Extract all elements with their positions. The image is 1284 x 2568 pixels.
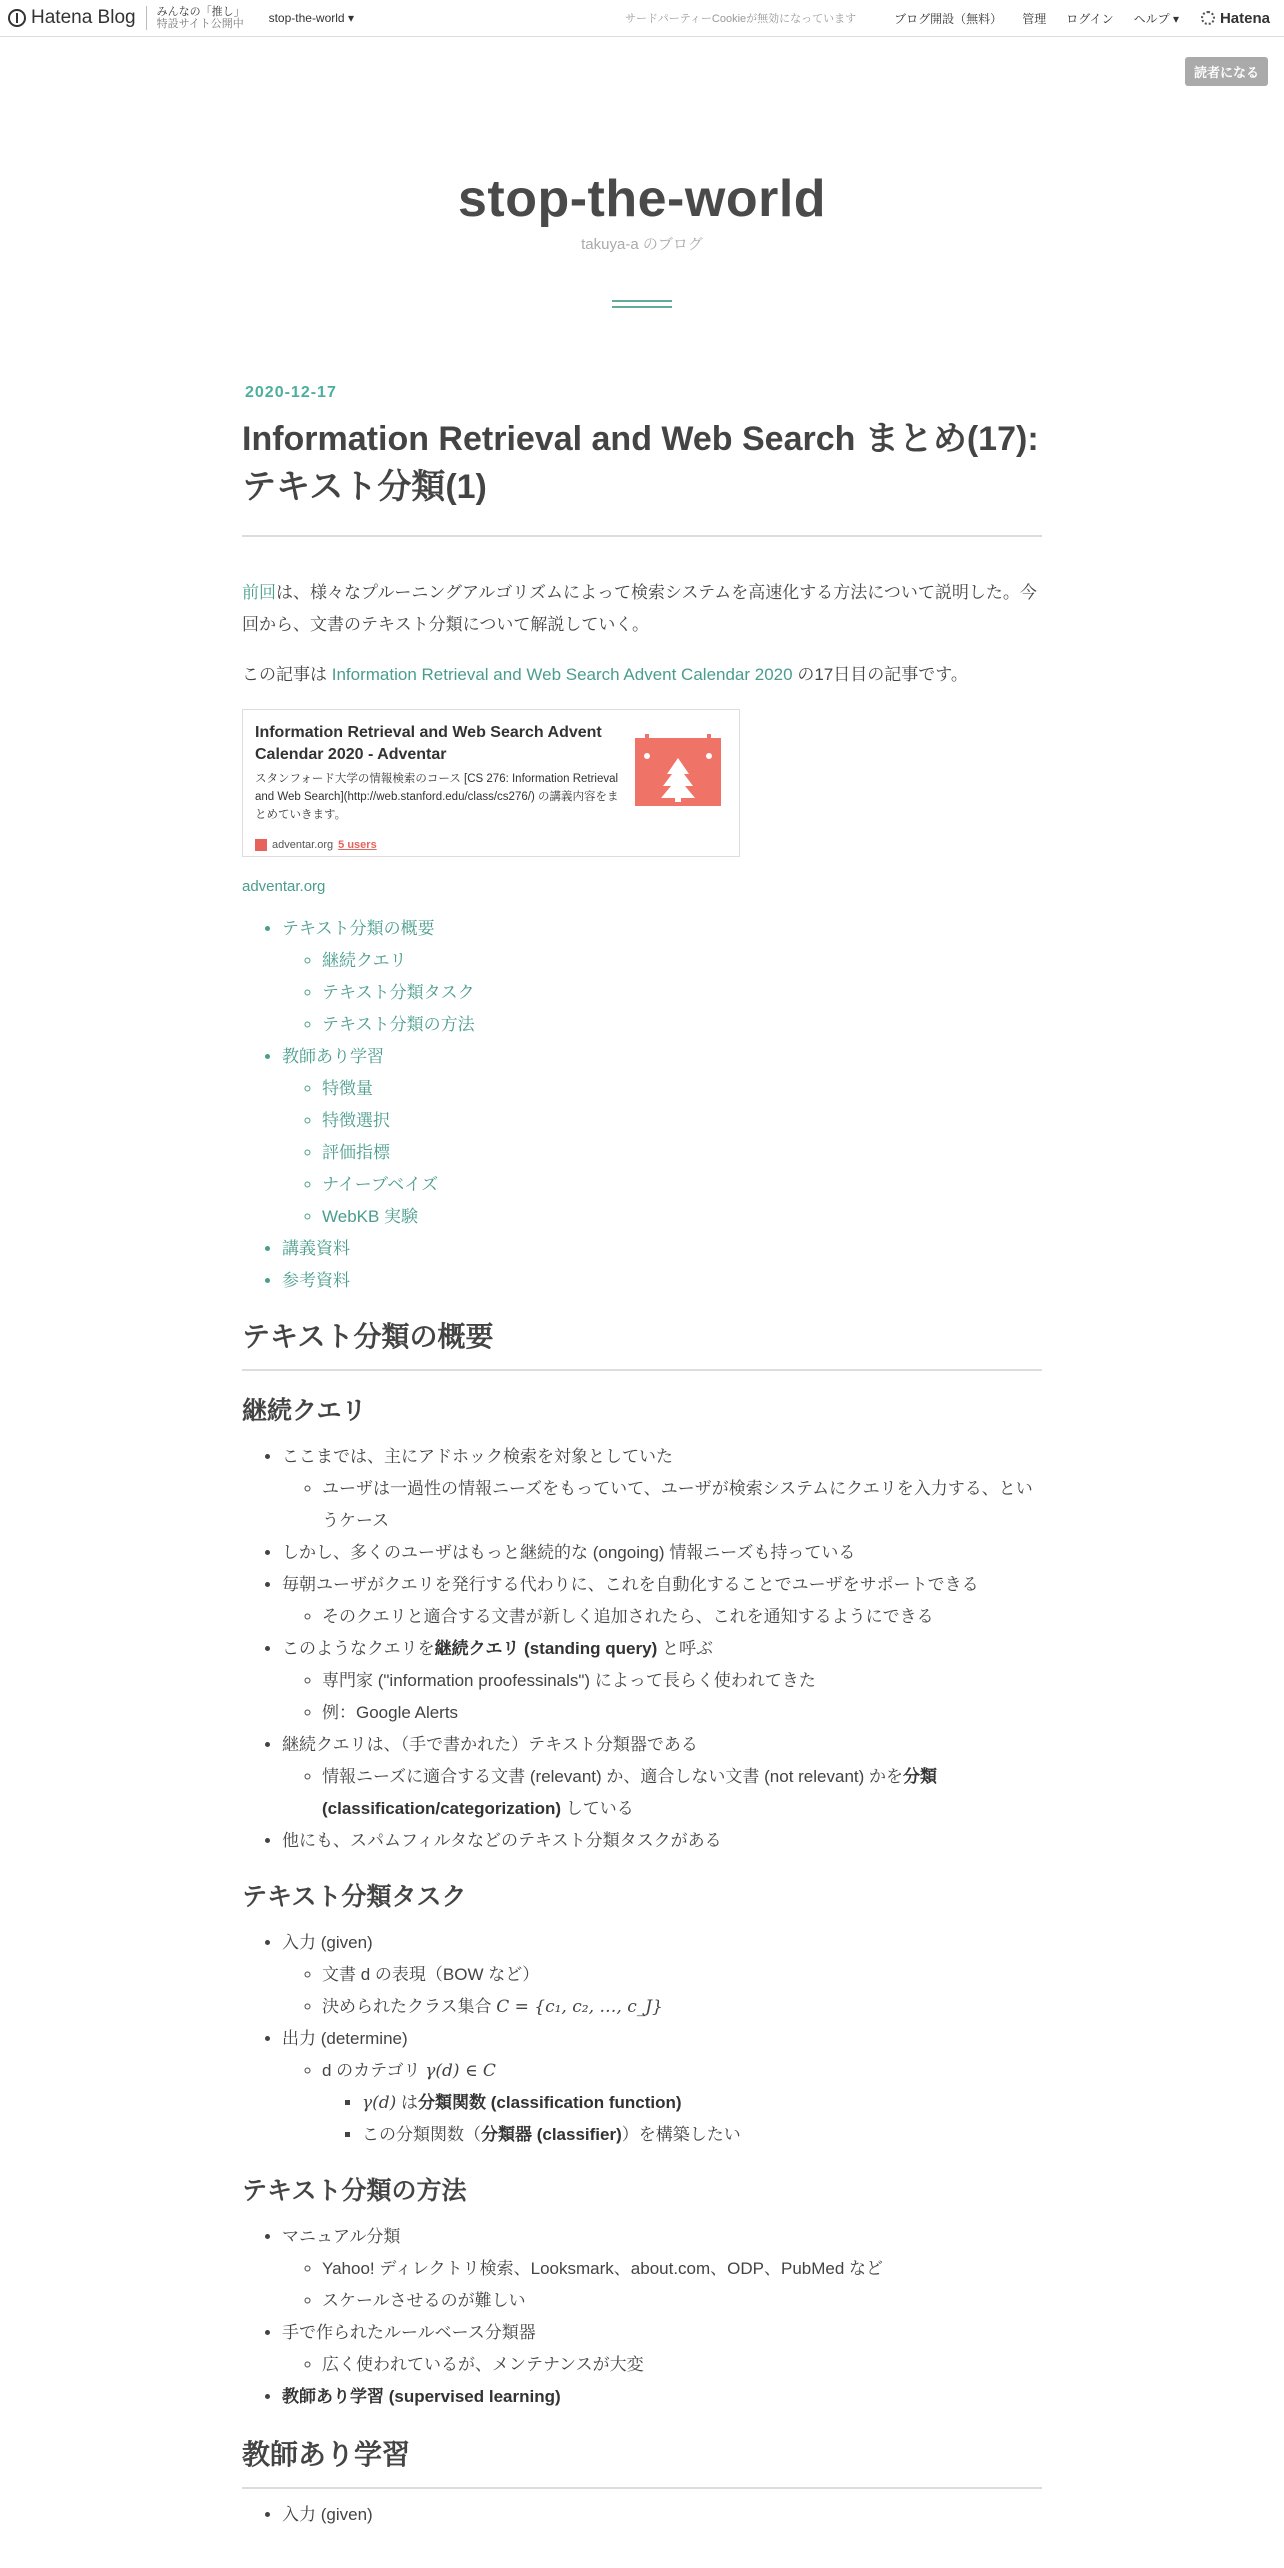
list-item-text: は <box>396 2093 419 2112</box>
toc-subitem <box>322 1169 1042 1201</box>
card-title[interactable]: Information Retrieval and Web Search Advent Calendar 2020 - Adventar <box>255 724 602 763</box>
hatena-label: Hatena <box>1219 9 1270 27</box>
list-item <box>322 1761 1042 1825</box>
subsection-heading-standing-query: 継続クエリ <box>242 1397 367 1425</box>
list-item-text: 手で作られたルールベース分類器 <box>282 2323 536 2342</box>
calendar-tree-icon <box>635 734 721 806</box>
list-item-text: ）を構築したい <box>621 2125 741 2144</box>
divider <box>146 6 147 30</box>
hatena-blog-icon <box>8 9 26 27</box>
toc-link[interactable]: テキスト分類タスク <box>322 983 475 1002</box>
list-item-text: Yahoo! ディレクトリ検索、Looksmark、about.com、ODP、PubMed など <box>322 2259 884 2278</box>
list-item-text: ここまでは、主にアドホック検索を対象としていた <box>282 1447 673 1466</box>
calendar-pre: この記事は <box>242 665 332 684</box>
cookie-notice[interactable]: サードパーティーCookieが無効になっています <box>625 13 857 25</box>
standing-query-list <box>242 1441 1042 1857</box>
toc-link[interactable]: 継続クエリ <box>322 951 407 970</box>
supervised-list <box>242 2499 1042 2531</box>
list-item-text: しかし、多くのユーザはもっと継続的な (ongoing) 情報ニーズも持っている <box>282 1543 856 1562</box>
list-item <box>282 1537 1042 1569</box>
hatena-icon <box>1201 11 1215 25</box>
subscribe-button[interactable]: 読者になる <box>1185 57 1268 86</box>
toc-subitem <box>322 1009 1042 1041</box>
list-item-text: そのクエリと適合する文書が新しく追加されたら、これを通知するようにできる <box>322 1607 934 1626</box>
list-item-text: 専門家 ("information proofessinals") によって長らく使われてきた <box>322 1671 816 1690</box>
list-item-text: 毎朝ユーザがクエリを発行する代わりに、これを自動化することでユーザをサポートできる <box>282 1575 979 1594</box>
list-item-text: している <box>561 1799 634 1818</box>
toc-link[interactable]: 特徴選択 <box>322 1111 390 1130</box>
list-item <box>282 2381 1042 2413</box>
toc-link[interactable]: テキスト分類の方法 <box>322 1015 475 1034</box>
toc-subitem <box>322 1201 1042 1233</box>
promo-line2: 特設サイト公開中 <box>156 18 244 30</box>
calendar-post: の17日目の記事です。 <box>792 665 968 684</box>
toc-link[interactable]: 特徴量 <box>322 1079 373 1098</box>
list-item-text: マニュアル分類 <box>282 2227 401 2246</box>
list-item-text: このようなクエリを <box>282 1639 435 1658</box>
toc-link[interactable]: 参考資料 <box>282 1271 350 1290</box>
list-item-text: 分類器 (classifier) <box>481 2125 622 2144</box>
list-item <box>322 2055 1042 2151</box>
login-link[interactable]: ログイン <box>1066 11 1114 26</box>
list-item-text: 広く使われているが、メンテナンスが大変 <box>322 2355 644 2374</box>
admin-link[interactable]: 管理 <box>1022 11 1047 26</box>
list-item <box>282 1633 1042 1729</box>
toc-item <box>282 1233 1042 1265</box>
math-gamma: γ(d) ∈ C <box>425 2061 496 2081</box>
list-item <box>322 1601 1042 1633</box>
list-item <box>322 1473 1042 1537</box>
list-item-text: この分類関数（ <box>362 2125 481 2144</box>
math-class-set: C = {c₁, c₂, …, c_J} <box>496 1997 663 2017</box>
list-item-text: 文書 d の表現（BOW など） <box>322 1965 540 1984</box>
promo-line1: みんなの「推し」 <box>156 6 245 18</box>
list-item <box>282 1825 1042 1857</box>
previous-link[interactable]: 前回 <box>242 583 276 602</box>
help-menu[interactable]: ヘルプ ▾ <box>1133 11 1179 26</box>
task-list <box>242 1927 1042 2151</box>
list-item <box>282 2317 1042 2381</box>
toc-link[interactable]: 講義資料 <box>282 1239 350 1258</box>
list-item <box>282 1441 1042 1537</box>
list-item <box>282 2221 1042 2317</box>
list-item-text: 入力 (given) <box>282 2505 373 2524</box>
list-item-text: 継続クエリは、（手で書かれた）テキスト分類器である <box>282 1735 698 1754</box>
methods-list <box>242 2221 1042 2413</box>
hatena-logo[interactable] <box>1201 10 1270 27</box>
embed-card[interactable] <box>242 709 740 857</box>
list-item <box>282 1569 1042 1633</box>
toc-subitem <box>322 1073 1042 1105</box>
blog-title[interactable]: stop-the-world <box>457 170 827 228</box>
section-heading-supervised: 教師あり学習 <box>242 2435 1042 2489</box>
list-item-text: 出力 (determine) <box>282 2029 408 2048</box>
list-item-text: 例：Google Alerts <box>322 1703 459 1722</box>
list-item <box>362 2119 1042 2151</box>
intro-paragraph <box>242 577 1042 641</box>
list-item-text: 分類関数 (classification function) <box>418 2093 682 2112</box>
subsection-heading-task: テキスト分類タスク <box>242 1883 467 1911</box>
title-ornament <box>612 300 672 308</box>
list-item <box>282 2499 1042 2531</box>
list-item-text: 情報ニーズに適合する文書 (relevant) か、適合しない文書 (not relevant) かを <box>322 1767 904 1786</box>
list-item <box>282 2023 1042 2151</box>
global-header <box>0 0 1284 37</box>
card-description: スタンフォード大学の情報検索のコース [CS 276: Information Retrieval and Web Search](http://web.stanford.edu/class/cs276/) の講義内容をまとめていきます。 <box>255 773 619 821</box>
blog-title-area <box>0 167 1284 308</box>
hatena-blog-logo[interactable] <box>8 7 136 29</box>
list-item <box>322 2253 1042 2285</box>
advent-calendar-link[interactable]: Information Retrieval and Web Search Advent Calendar 2020 <box>331 665 793 684</box>
toc-item <box>282 913 1042 1041</box>
calendar-paragraph <box>242 659 1042 691</box>
bookmark-users-link[interactable]: 5 users <box>338 839 377 851</box>
list-item-text: 入力 (given) <box>282 1933 373 1952</box>
toc-item <box>282 1041 1042 1233</box>
card-site: adventar.org <box>272 839 334 851</box>
adventar-favicon-icon <box>255 839 267 851</box>
promo-link[interactable] <box>157 6 245 30</box>
list-item-text: 決められたクラス集合 <box>322 1997 497 2016</box>
list-item <box>282 1729 1042 1825</box>
list-item-text: γ(d) <box>362 2093 397 2113</box>
list-item <box>322 2285 1042 2317</box>
toc-link[interactable]: ナイーブベイズ <box>322 1175 439 1194</box>
entry-title[interactable]: Information Retrieval and Web Search まとめ(17): テキスト分類(1) <box>242 415 1042 537</box>
list-item <box>322 1991 1042 2023</box>
toc-link[interactable]: 教師あり学習 <box>282 1047 384 1066</box>
toc-subitem <box>322 945 1042 977</box>
list-item-text: と呼ぶ <box>657 1639 713 1658</box>
subsection-heading-methods: テキスト分類の方法 <box>242 2177 467 2205</box>
list-item-text: 教師あり学習 (supervised learning) <box>282 2387 561 2406</box>
entry-date[interactable]: 2020-12-17 <box>245 384 337 401</box>
list-item <box>282 1927 1042 2023</box>
source-link[interactable]: adventar.org <box>242 878 326 895</box>
list-item <box>322 2349 1042 2381</box>
list-item-text: ユーザは一過性の情報ニーズをもっていて、ユーザが検索システムにクエリを入力する、というケース <box>322 1479 1033 1530</box>
list-item <box>362 2087 1042 2119</box>
list-item-text: 継続クエリ (standing query) <box>434 1639 658 1658</box>
toc-subitem <box>322 1105 1042 1137</box>
list-item <box>322 1665 1042 1697</box>
toc-item <box>282 1265 1042 1297</box>
card-meta <box>255 829 727 861</box>
list-item <box>322 1959 1042 1991</box>
toc-link[interactable]: テキスト分類の概要 <box>282 919 435 938</box>
list-item-text: 他にも、スパムフィルタなどのテキスト分類タスクがある <box>282 1831 722 1850</box>
section-heading-overview: テキスト分類の概要 <box>242 1317 1042 1371</box>
toc-link[interactable]: WebKB 実験 <box>322 1207 419 1226</box>
toc-link[interactable]: 評価指標 <box>322 1143 390 1162</box>
list-item <box>322 1697 1042 1729</box>
entry-body <box>242 577 1042 2531</box>
list-item-text: 分類 (classification/categorization) <box>322 1767 938 1818</box>
create-blog-link[interactable]: ブログ開設（無料） <box>894 11 1003 26</box>
toc-subitem <box>322 977 1042 1009</box>
article <box>242 384 1042 2531</box>
blog-description: takuya-a のブログ <box>581 236 703 253</box>
blog-menu[interactable]: stop-the-world ▾ <box>268 11 354 25</box>
intro-text: は、様々なプルーニングアルゴリズムによって検索システムを高速化する方法について説明した。今回から、文書のテキスト分類について解説していく。 <box>242 583 1037 634</box>
table-of-contents <box>242 913 1042 1297</box>
brand-name: Hatena Blog <box>31 7 136 28</box>
list-item-text: スケールさせるのが難しい <box>322 2291 526 2310</box>
list-item-text: d のカテゴリ <box>322 2061 426 2080</box>
toc-subitem <box>322 1137 1042 1169</box>
